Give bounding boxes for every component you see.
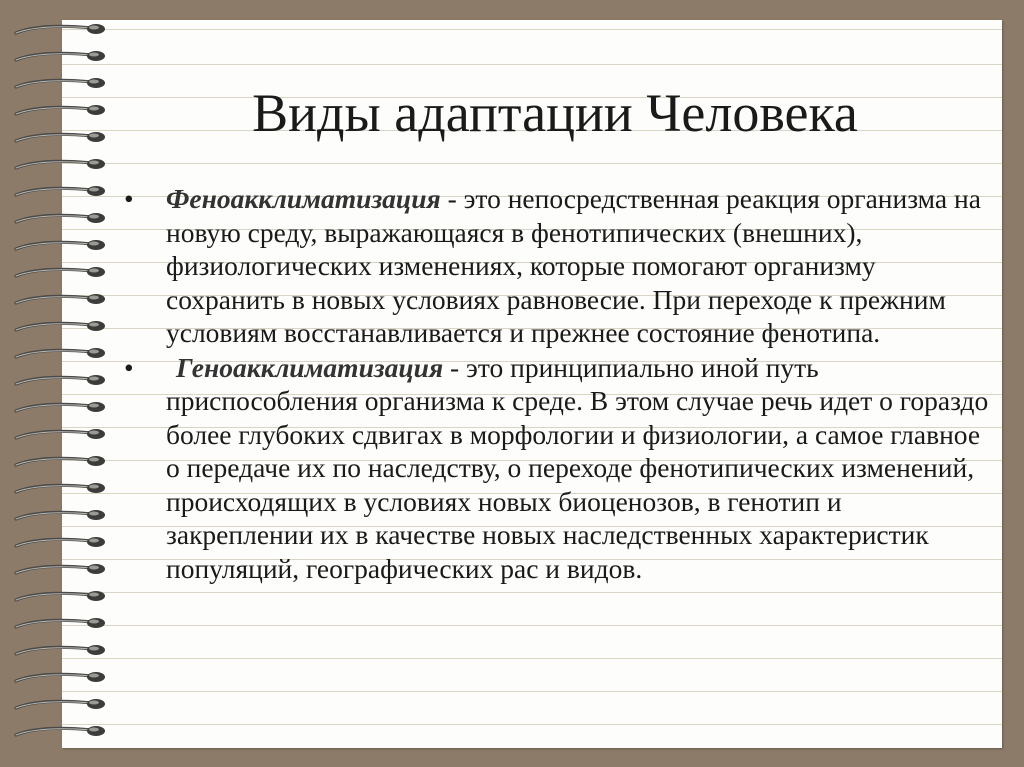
spiral-ring-icon: [10, 292, 106, 306]
spiral-ring-icon: [10, 211, 106, 225]
spiral-ring-icon: [10, 346, 106, 360]
term-phenoacclimatization: Феноакклиматизация: [166, 183, 441, 214]
spiral-ring-icon: [10, 427, 106, 441]
spiral-ring-icon: [10, 265, 106, 279]
page-title: Виды адаптации Человека: [252, 83, 858, 143]
spiral-ring-icon: [10, 535, 106, 549]
bullet-marker: •: [124, 183, 134, 214]
spiral-ring-icon: [10, 481, 106, 495]
spiral-ring-icon: [10, 319, 106, 333]
list-item-genoacclimatization: [122, 351, 992, 586]
spiral-ring-icon: [10, 616, 106, 630]
definition-text: - это непосредственная реакция организма на новую среду, выражающаяся в фенотипических (внешних), физиологических изменениях, которые помогают организму сохранить в новых условиях равновесие. При переходе к прежним условиям восстанавливается и прежнее состояние фенотипа.: [166, 183, 981, 348]
spiral-ring-icon: [10, 157, 106, 171]
term-genoacclimatization: Геноакклиматизация: [176, 351, 444, 383]
list-item-phenoacclimatization: [122, 182, 992, 350]
bullet-list: [122, 182, 992, 586]
spiral-ring-icon: [10, 589, 106, 603]
spiral-ring-icon: [10, 454, 106, 468]
spiral-ring-icon: [10, 562, 106, 576]
spiral-ring-icon: [10, 184, 106, 198]
spiral-ring-icon: [10, 49, 106, 63]
spiral-ring-icon: [10, 724, 106, 738]
spiral-ring-icon: [10, 643, 106, 657]
spiral-ring-icon: [10, 22, 106, 36]
definition-text: - это принципиально иной путь приспособления организма к среде. В этом случае речь идет о гораздо более глубоких сдвигах в морфологии и физиологии, а самое главное о передаче их по наследству, о переходе фенотипических изменений, происходящих в условиях новых биоценозов, в генотип и закреплении их в качестве новых наследственных характеристик популяций, географических рас и видов.: [166, 351, 989, 584]
spiral-ring-icon: [10, 400, 106, 414]
spiral-ring-icon: [10, 238, 106, 252]
spiral-ring-icon: [10, 373, 106, 387]
spiral-ring-icon: [10, 508, 106, 522]
spiral-ring-icon: [10, 670, 106, 684]
spiral-ring-icon: [10, 697, 106, 711]
bullet-marker: •: [124, 351, 134, 383]
